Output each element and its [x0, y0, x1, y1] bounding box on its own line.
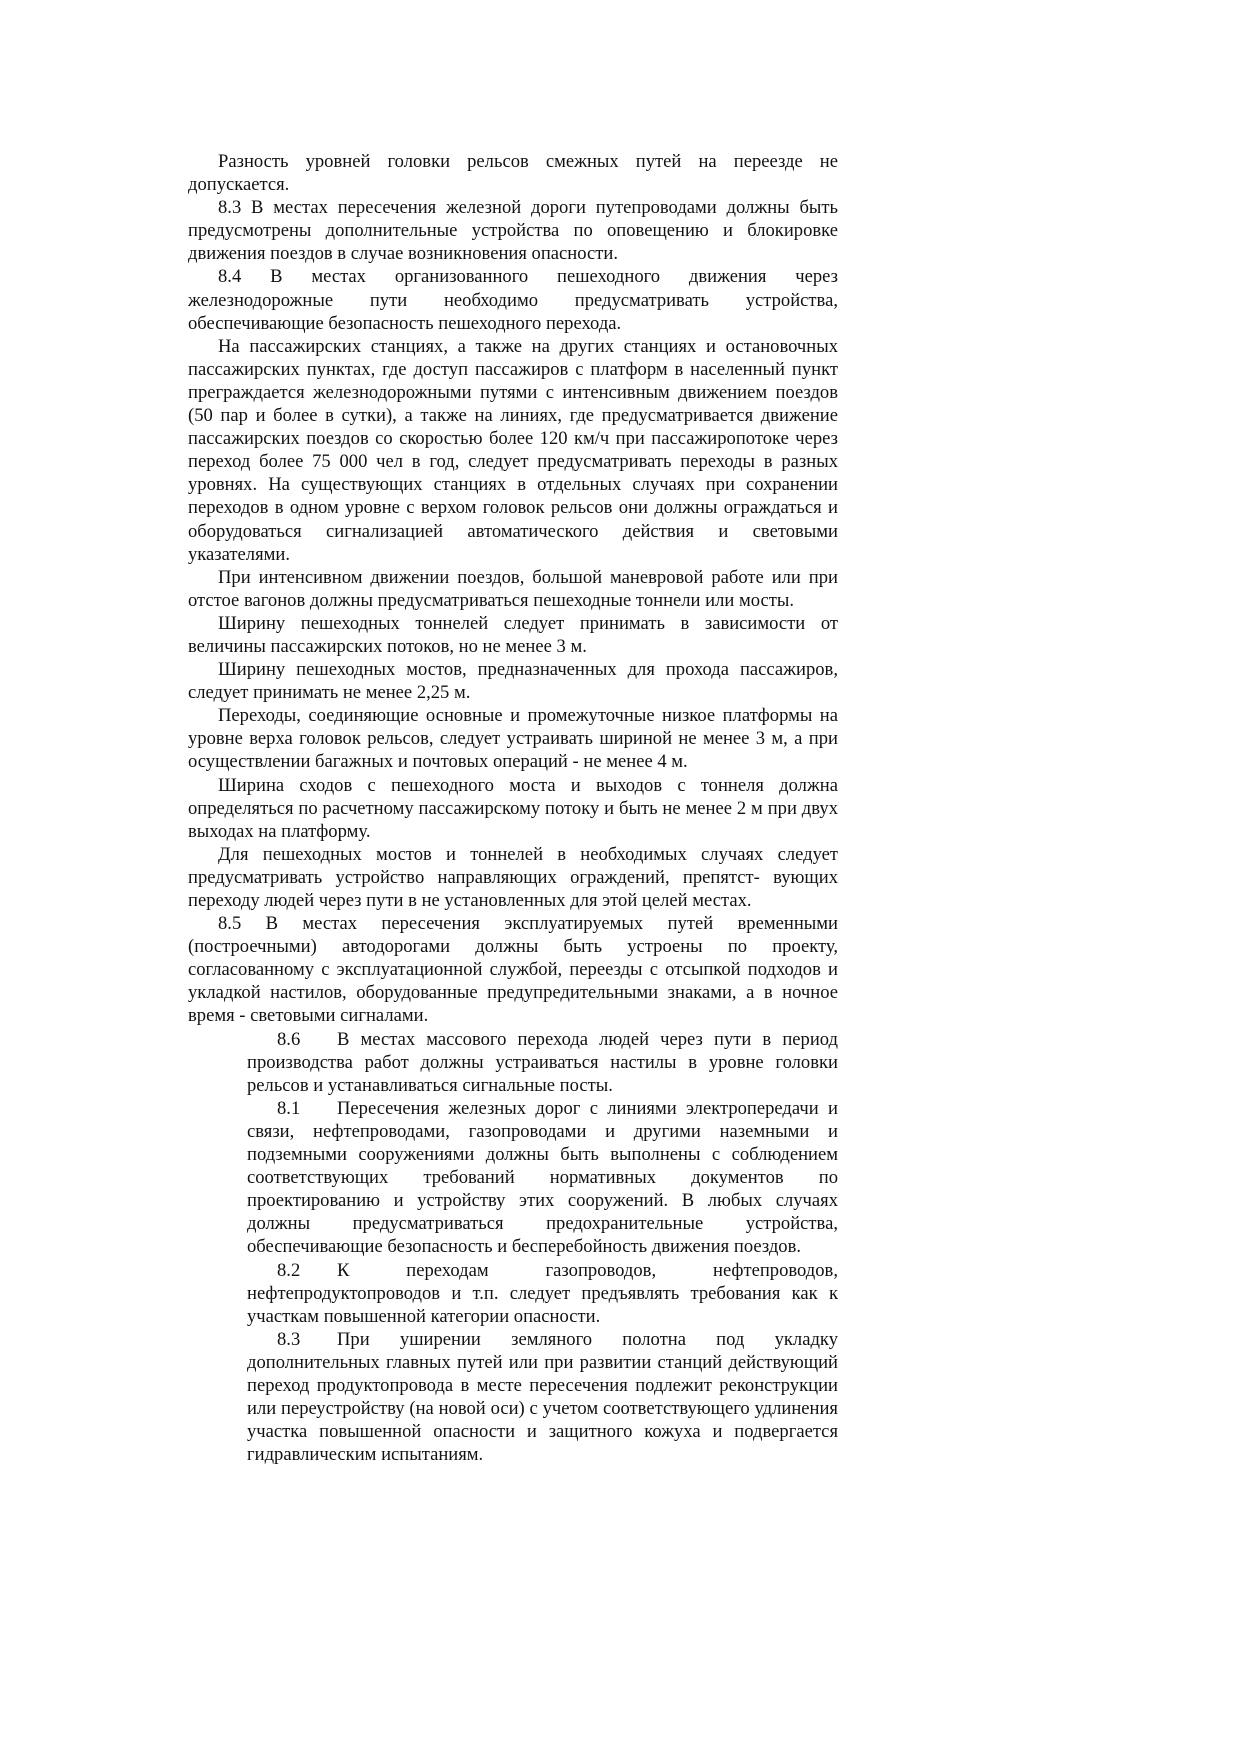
paragraph: Ширину пешеходных тоннелей следует принимать в зависимости от величины пассажирских потоков, но не менее 3 м.	[188, 612, 838, 657]
clause-text: В местах массового перехода людей через пути в период производства работ должны устраиваться настилы в уровне головки рельсов и устанавливаться сигнальные посты.	[247, 1028, 838, 1096]
clause-number: 8.2	[277, 1259, 301, 1281]
paragraph: На пассажирских станциях, а также на других станциях и остановочных пассажирских пунктах, где доступ пассажиров с платформ в населенный пункт преграждается железнодорожными путями с интенсивным движением поездов (50 пар и более в сутки), а также на линиях, где предусматривается движение пассажирских поездов со скоростью более 120 км/ч при пассажиропотоке через переход более 75 000 чел в год, следует предусматривать переходы в разных уровнях. На существующих станциях в отдельных случаях при сохранении переходов в одном уровне с верхом головок рельсов они должны ограждаться и оборудоваться сигнализацией автоматического действия и световыми указателями.	[188, 335, 838, 565]
paragraph: При интенсивном движении поездов, большой маневровой работе или при отстое вагонов должны предусматриваться пешеходные тоннели или мосты.	[188, 566, 838, 611]
paragraph: Для пешеходных мостов и тоннелей в необходимых случаях следует предусматривать устройство направляющих ограждений, препятст- вующих переходу людей через пути в не установленных для этой целей местах.	[188, 843, 838, 911]
numbered-clause	[247, 1259, 838, 1328]
clause-number: 8.6	[277, 1028, 301, 1050]
clause-number: 8.1	[277, 1097, 301, 1119]
clause-text: Пересечения железных дорог с линиями электропередачи и связи, нефтепроводами, газопроводами и другими наземными и подземными сооружениями должны быть выполнены с соблюдением соответствующих требований нормативных документов по проектированию и устройству этих сооружений. В любых случаях должны предусматриваться предохранительные устройства, обеспечивающие безопасность и бесперебойность движения поездов.	[247, 1097, 838, 1258]
document-body	[188, 150, 838, 1466]
paragraph: 8.4 В местах организованного пешеходного движения через железнодорожные пути необходимо предусматривать устройства, обеспечивающие безопасность пешеходного перехода.	[188, 266, 838, 334]
paragraph: 8.3 В местах пересечения железной дороги путепроводами должны быть предусмотрены дополнительные устройства по оповещению и блокировке движения поездов в случае возникновения опасности.	[188, 197, 838, 265]
clause-text: При уширении земляного полотна под укладку дополнительных главных путей или при развитии станций действующий переход продуктопровода в месте пересечения подлежит реконструкции или переустройству (на новой оси) с учетом соответствующего удлинения участка повышенной опасности и защитного кожуха и подвергается гидравлическим испытаниям.	[247, 1328, 838, 1466]
paragraph: 8.5 В местах пересечения эксплуатируемых путей временными (построечными) автодорогами должны быть устроены по проекту, согласованному с эксплуатационной службой, переезды с отсыпкой подходов и укладкой настилов, оборудованные предупредительными знаками, а в ночное время - световыми сигналами.	[188, 913, 838, 1027]
paragraph: Ширину пешеходных мостов, предназначенных для прохода пассажиров, следует принимать не менее 2,25 м.	[188, 659, 838, 704]
numbered-clause	[247, 1097, 838, 1259]
numbered-clause	[247, 1328, 838, 1467]
paragraph: Переходы, соединяющие основные и промежуточные низкое платформы на уровне верха головок рельсов, следует устраивать шириной не менее 3 м, а при осуществлении багажных и почтовых операций - не менее 4 м.	[188, 705, 838, 773]
paragraph: Разность уровней головки рельсов смежных путей на переезде не допускается.	[188, 151, 838, 196]
numbered-clause	[247, 1028, 838, 1097]
clause-text: К переходам газопроводов, нефтепроводов, нефтепродуктопроводов и т.п. следует предъявлять требования как к участкам повышенной категории опасности.	[247, 1259, 838, 1327]
clause-number: 8.3	[277, 1328, 301, 1350]
paragraph: Ширина сходов с пешеходного моста и выходов с тоннеля должна определяться по расчетному пассажирскому потоку и быть не менее 2 м при двух выходах на платформу.	[188, 774, 838, 842]
